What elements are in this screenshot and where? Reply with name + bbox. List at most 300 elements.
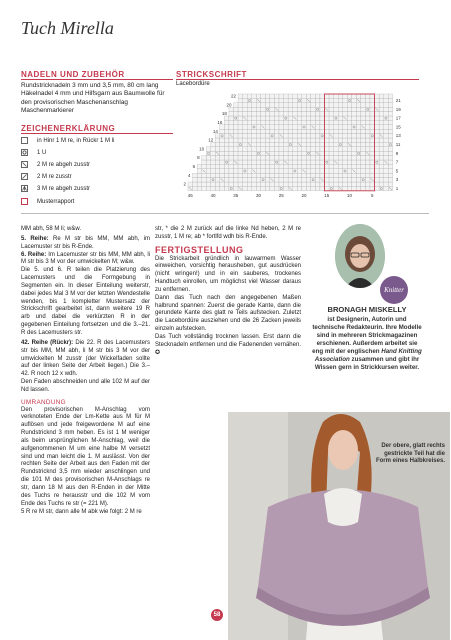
chart-cell [325,142,330,146]
chart-cell [229,147,234,151]
chart-cell [261,173,266,177]
chart-cell [247,160,252,164]
chart-cell [306,169,311,173]
chart-cell [297,129,302,133]
chart-cell [365,182,370,186]
chart-cell [306,125,311,129]
chart-cell [243,164,248,168]
chart-cell [288,120,293,124]
chart-row-label: 20 [226,102,232,108]
chart-cell [352,129,357,133]
chart-cell [329,107,334,111]
chart-cell [261,186,266,190]
chart-cell [352,107,357,111]
chart-cell [247,125,252,129]
chart-cell [334,129,339,133]
chart-cell [365,173,370,177]
chart-cell [284,134,289,138]
chart-cell [334,103,339,107]
chart-cell [229,142,234,146]
chart-cell [338,98,343,102]
chart-row-label: 21 [395,98,401,103]
chart-cell [270,98,275,102]
chart-cell [306,134,311,138]
chart-cell [384,94,389,98]
legend-label: Musterrapport [37,198,75,205]
chart-cell [302,160,307,164]
chart-cell [211,186,216,190]
chart-cell [329,156,334,160]
chart-cell [329,173,334,177]
chart-cell [238,129,243,133]
chart-cell [293,94,298,98]
chart-cell [211,142,216,146]
chart-cell [297,151,302,155]
chart-cell [284,142,289,146]
chart-cell [361,164,366,168]
chart-cell [347,147,352,151]
chart-cell [315,120,320,124]
chart-cell [343,129,348,133]
chart-cell [343,103,348,107]
chart-cell [347,178,352,182]
chart-cell [343,186,348,190]
chart-cell [338,182,343,186]
chart-cell [388,107,393,111]
chart-cell [265,103,270,107]
knitter-badge-icon: Knitter [380,276,408,304]
chart-cell [288,138,293,142]
chart-cell [243,156,248,160]
chart-cell [370,120,375,124]
chart-cell [356,107,361,111]
chart-cell [329,142,334,146]
chart-cell [370,151,375,155]
chart-cell [338,116,343,120]
chart-cell [375,169,380,173]
chart-cell [211,160,216,164]
chart-cell [306,186,311,190]
chart-cell [293,103,298,107]
chart-cell [347,156,352,160]
chart-cell [252,138,257,142]
chart-col-label: 20 [301,192,307,198]
chart-cell [384,112,389,116]
chart-cell [270,125,275,129]
chart-cell [311,173,316,177]
chart-cell [306,138,311,142]
chart-cell [302,138,307,142]
chart-cell [270,164,275,168]
chart-cell [274,160,279,164]
yarn-over-icon [21,149,28,156]
chart-cell [293,164,298,168]
chart-cell [238,173,243,177]
chart-cell [215,169,220,173]
chart-cell [252,173,257,177]
chart-cell [361,169,366,173]
chart-cell [315,182,320,186]
chart-cell [279,164,284,168]
chart-cell [252,134,257,138]
chart-cell [215,173,220,177]
chart-cell [379,107,384,111]
chart-cell [388,173,393,177]
chart-cell [375,125,380,129]
chart-cell [361,120,366,124]
chart-cell [302,112,307,116]
finishing-heading: FERTIGSTELLUNG [155,244,244,255]
chart-cell [347,173,352,177]
chart-cell [256,178,261,182]
chart-cell [302,103,307,107]
chart-cell [256,129,261,133]
finishing-paragraph: Die Strickarbeit gründlich in lauwarmem Wasser einweichen, vorsichtig herausheben, gut ausdrücken (nicht wringen!) und in ein sauberes, trockenes Handtuch einrollen, um möglichst viel Wasser daraus zu entfernen. [155,255,301,293]
chart-cell [238,138,243,142]
chart-cell [352,138,357,142]
chart-cell [320,98,325,102]
chart-cell [315,107,320,111]
chart-cell [320,107,325,111]
chart-cell [261,142,266,146]
chart-cell [197,178,202,182]
chart-cell [315,156,320,160]
chart-cell [329,147,334,151]
chart-row-label: 3 [395,177,399,183]
chart-cell [306,182,311,186]
chart-cell [293,134,298,138]
chart-cell [361,160,366,164]
chart-cell [270,186,275,190]
chart-cell [234,103,239,107]
chart-cell [388,112,393,116]
chart-cell [265,169,270,173]
chart-cell [288,182,293,186]
chart-cell [247,156,252,160]
chart-cell [224,173,229,177]
chart-cell [347,164,352,168]
chart-cell [343,120,348,124]
chart-cell [361,151,366,155]
chart-cell [343,94,348,98]
legend-label: 2 M re abgeh zusstr [37,161,91,168]
chart-cell [370,160,375,164]
chart-cell [311,134,316,138]
chart-cell [297,182,302,186]
legend-label: 1 U [37,149,47,156]
chart-cell [256,138,261,142]
chart-cell [325,173,330,177]
chart-cell [375,156,380,160]
chart-cell [279,142,284,146]
chart-cell [288,147,293,151]
chart-cell [384,134,389,138]
chart-cell [334,178,339,182]
chart-cell [329,138,334,142]
chart-cell [297,116,302,120]
chart-cell [256,112,261,116]
section-divider [21,213,429,214]
chart-cell [211,147,216,151]
chart-cell [234,134,239,138]
chart-cell [229,169,234,173]
chart-cell [347,169,352,173]
chart-cell [384,186,389,190]
chart-cell [338,129,343,133]
chart-cell [270,138,275,142]
chart-cell [252,120,257,124]
chart-cell [375,147,380,151]
chart-cell [356,156,361,160]
chart-cell [311,147,316,151]
chart-cell [352,173,357,177]
chart-cell [234,186,239,190]
chart-cell [311,186,316,190]
chart-row-label: 14 [212,128,218,134]
chart-cell [361,173,366,177]
instruction-paragraph: 5 R re M str, dann alle M abk wie folgt: 2 M re [21,508,142,515]
chart-cell [352,147,357,151]
chart-cell [388,178,393,182]
chart-cell [206,151,211,155]
chart-cell [338,134,343,138]
chart-cell [329,169,334,173]
chart-cell [388,120,393,124]
chart-cell [347,160,352,164]
chart-col-label: 25 [278,192,284,198]
chart-cell [234,182,239,186]
chart-cell [265,116,270,120]
chart-cell [261,120,266,124]
chart-cell [375,151,380,155]
chart-cell [288,134,293,138]
chart-cell [311,98,316,102]
chart-cell [261,94,266,98]
chart-cell [224,160,229,164]
chart-cell [206,178,211,182]
chart-cell [347,112,352,116]
chart-cell [247,186,252,190]
chart-cell [238,151,243,155]
chart-cell [365,129,370,133]
chart-cell [229,173,234,177]
chart-cell [297,156,302,160]
chart-cell [238,112,243,116]
chart-cell [224,182,229,186]
chart-cell [302,120,307,124]
chart-cell [265,129,270,133]
chart-cell [311,164,316,168]
chart-cell [361,138,366,142]
chart-cell [293,142,298,146]
chart-cell [334,173,339,177]
chart-cell [288,156,293,160]
chart-cell [379,120,384,124]
chart-cell [297,169,302,173]
chart-cell [306,164,311,168]
chart-cell [343,151,348,155]
chart-cell [220,186,225,190]
chart-cell [215,160,220,164]
chart-cell [238,169,243,173]
chart-cell [284,169,289,173]
chart-cell [384,120,389,124]
chart-cell [243,103,248,107]
chart-cell [197,164,202,168]
chart-cell [388,116,393,120]
chart-cell [356,178,361,182]
chart-cell [288,94,293,98]
chart-cell [243,142,248,146]
chart-cell [188,182,193,186]
chart-cell [234,120,239,124]
chart-cell [365,120,370,124]
chart-cell [352,178,357,182]
chart-cell [234,169,239,173]
chart-cell [315,103,320,107]
chart-cell [370,129,375,133]
chart-cell [370,156,375,160]
chart-cell [206,182,211,186]
chart-cell [234,147,239,151]
chart-cell [361,116,366,120]
chart-cell [384,107,389,111]
chart-cell [247,173,252,177]
chart-cell [352,125,357,129]
chart-cell [279,107,284,111]
chart-cell [356,186,361,190]
chart-cell [288,178,293,182]
chart-cell [311,112,316,116]
chart-cell [224,156,229,160]
chart-cell [352,160,357,164]
chart-cell [334,120,339,124]
chart-cell [224,134,229,138]
chart-cell [297,98,302,102]
chart-cell [361,112,366,116]
chart-cell [306,156,311,160]
chart-cell [379,94,384,98]
chart-cell [302,156,307,160]
chart-cell [320,173,325,177]
chart-cell [347,138,352,142]
chart-cell [315,186,320,190]
legend-rule [21,133,173,134]
chart-cell [252,98,257,102]
chart-cell [297,160,302,164]
chart-cell [252,129,257,133]
chart-cell [220,169,225,173]
chart-cell [325,103,330,107]
chart-cell [379,129,384,133]
chart-cell [302,173,307,177]
chart-cell [370,125,375,129]
chart-cell [202,160,207,164]
chart-cell [365,134,370,138]
chart-cell [329,160,334,164]
chart-cell [375,134,380,138]
chart-cell [334,116,339,120]
chart-row-label: 11 [395,142,401,147]
chart-cell [334,147,339,151]
chart-cell [215,182,220,186]
chart-cell [215,178,220,182]
chart-cell [384,164,389,168]
chart-cell [247,182,252,186]
chart-cell [193,182,198,186]
chart-cell [311,103,316,107]
chart-cell [325,129,330,133]
chart-cell [361,129,366,133]
instruction-paragraph: Den provisorischen M-Anschlag vom verknoteten Ende der Lm-Kette aus M für M auflösen und jede freigewordene M auf eine Rundstricknd 3 mm heben. Es ist 1 M weniger als beim ursprünglichen M-Anschlag, weil die aufgenommenen M um eine halbe M versetzt sind und man leicht die 1. M auslässt. Von der rechten Seite der Arbeit aus den Faden mit der Rundstricknd 3,5 mm wieder anschlingen und die 101 M des provisorischen M-Anschlags re str, dann 18 M aus den R-Enden in der Mitte des Tuchs re herausstr und die 102 M vom Ende des Tuchs re str (= 221 M). [21,406,150,507]
chart-cell [270,103,275,107]
chart-cell [347,107,352,111]
chart-cell [252,178,257,182]
chart-cell [288,129,293,133]
chart-cell [252,164,257,168]
chart-cell [234,112,239,116]
chart-cell [224,186,229,190]
chart-row-label: 8 [197,155,200,161]
chart-cell [247,151,252,155]
chart-cell [215,134,220,138]
chart-cell [375,178,380,182]
chart-cell [320,147,325,151]
chart-cell [329,164,334,168]
chart-cell [284,173,289,177]
chart-cell [356,116,361,120]
chart-cell [329,103,334,107]
chart-cell [311,142,316,146]
chart-cell [315,129,320,133]
chart-cell [252,112,257,116]
chart-cell [288,125,293,129]
chart-cell [356,125,361,129]
chart-cell [293,147,298,151]
chart-cell [274,151,279,155]
chart-cell [315,169,320,173]
chart-cell [315,116,320,120]
chart-cell [252,116,257,120]
chart-cell [243,151,248,155]
chart-cell [388,134,393,138]
chart-cell [193,173,198,177]
chart-cell [256,147,261,151]
chart-cell [243,107,248,111]
chart-cell [388,147,393,151]
chart-cell [297,94,302,98]
chart-cell [247,164,252,168]
legend-label: 2 M re zusstr [37,173,72,180]
chart-cell [325,125,330,129]
chart-cell [347,186,352,190]
chart-cell [288,107,293,111]
materials-list [21,82,181,115]
chart-cell [238,178,243,182]
chart-cell [320,94,325,98]
chart-cell [370,169,375,173]
chart-cell [297,173,302,177]
chart-cell [329,125,334,129]
chart-row-label: 2 [183,181,186,187]
chart-cell [247,107,252,111]
chart-cell [343,173,348,177]
chart-cell [370,164,375,168]
chart-cell [379,173,384,177]
chart-cell [193,178,198,182]
chart-cell [256,169,261,173]
chart-cell [302,116,307,120]
